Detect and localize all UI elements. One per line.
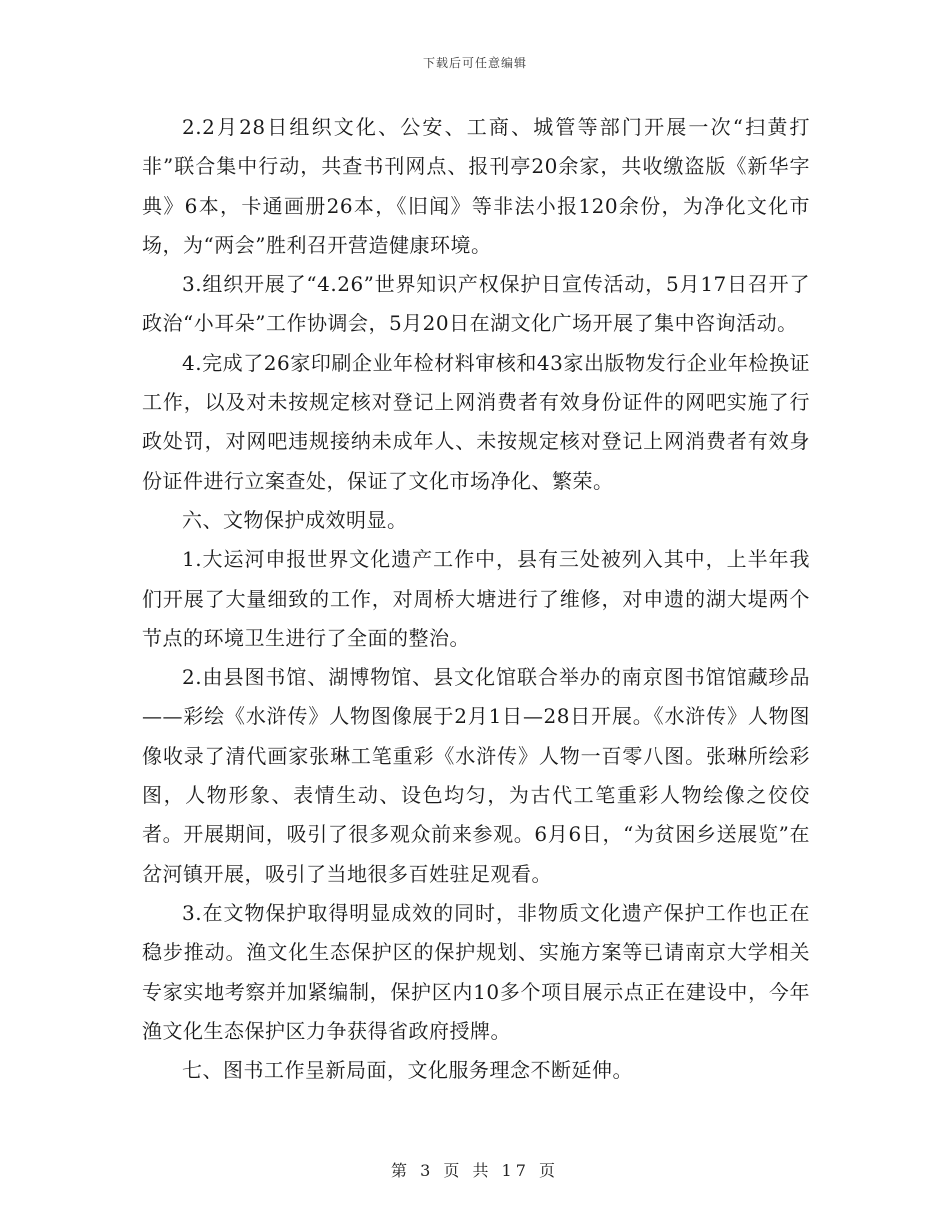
paragraph-item-4: 4.完成了26家印刷企业年检材料审核和43家出版物发行企业年检换证工作，以及对未按规定核对登记上网消费者有效身份证件的网吧实施了行政处罚，对网吧违规接纳未成年人、未按规定核对登记上网消费者有效身份证件进行立案查处，保证了文化市场净化、繁荣。 [142,350,810,493]
section-heading-seven: 七、图书工作呈新局面，文化服务理念不断延伸。 [182,1058,633,1083]
paragraph-item-3: 3.组织开展了“4.26”世界知识产权保护日宣传活动，5月17日召开了政治“小耳朵”工作协调会，5月20日在湖文化广场开展了集中咨询活动。 [142,272,810,336]
section-heading-six: 六、文物保护成效明显。 [182,507,408,532]
page-number: 第 3 页 共 17 页 [391,1161,559,1180]
paragraph-item-2: 2.2月28日组织文化、公安、工商、城管等部门开展一次“扫黄打非”联合集中行动，共查书刊网点、报刊亭20余家，共收缴盗版《新华字典》6本，卡通画册26本，《旧闻》等非法小报120余份，为净化文化市场，为“两会”胜利召开营造健康环境。 [142,115,810,257]
paragraph-relic-3: 3.在文物保护取得明显成效的同时，非物质文化遗产保护工作也正在稳步推动。渔文化生态保护区的保护规划、实施方案等已请南京大学相关专家实地考察并加紧编制，保护区内10多个项目展示点正在建设中，今年渔文化生态保护区力争获得省政府授牌。 [142,900,810,1043]
document-body [142,108,810,1090]
page-header-note: 下载后可任意编辑 [422,56,527,70]
paragraph-relic-2: 2.由县图书馆、湖博物馆、县文化馆联合举办的南京图书馆馆藏珍品——彩绘《水浒传》人物图像展于2月1日—28日开展。《水浒传》人物图像收录了清代画家张琳工笔重彩《水浒传》人物一百零八图。张琳所绘彩图，人物形象、表情生动、设色均匀，为古代工笔重彩人物绘像之佼佼者。开展期间，吸引了很多观众前来参观。6月6日，“为贫困乡送展览”在岔河镇开展，吸引了当地很多百姓驻足观看。 [142,665,810,886]
paragraph-relic-1: 1.大运河申报世界文化遗产工作中，县有三处被列入其中，上半年我们开展了大量细致的工作，对周桥大塘进行了维修，对申遗的湖大堤两个节点的环境卫生进行了全面的整治。 [142,547,810,650]
